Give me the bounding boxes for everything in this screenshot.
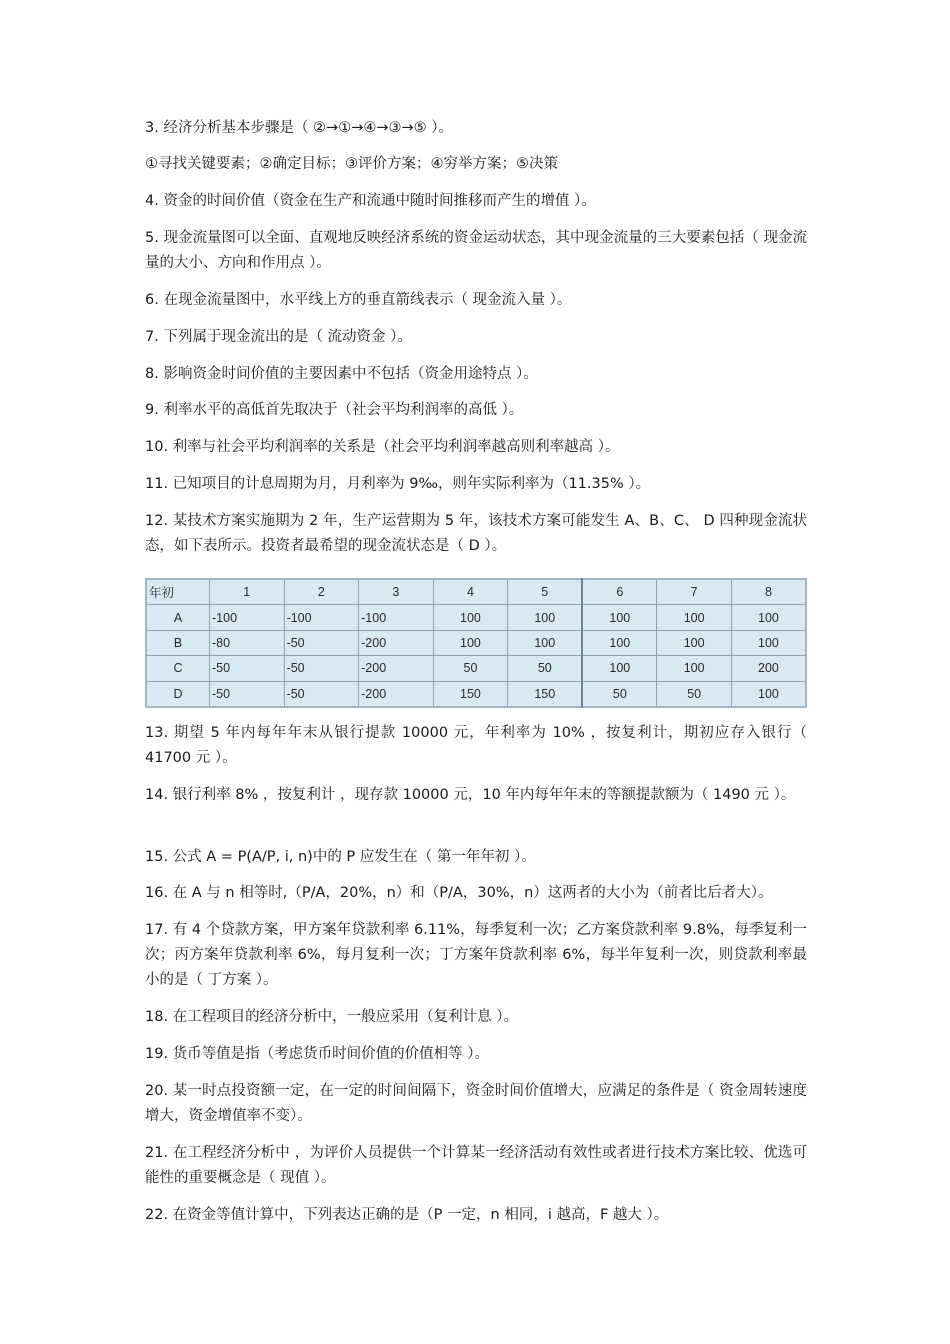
table-cell: 100: [582, 630, 657, 655]
question-12: 12. 某技术方案实施期为 2 年，生产运营期为 5 年，该技术方案可能发生 A、B、C、 D 四种现金流状态，如下表所示。投资者最希望的现金流状态是（ D ）。: [145, 513, 807, 554]
question-9: 9. 利率水平的高低首先取决于（社会平均利润率的高低 ）。: [145, 402, 524, 418]
table-header-cell: 6: [582, 579, 657, 605]
question-14: 14. 银行利率 8% ，按复利计 ，现存款 10000 元，10 年内每年年末的等额提款额为（ 1490 元 ）。: [145, 787, 796, 803]
question-7: 7. 下列属于现金流出的是（ 流动资金 ）。: [145, 329, 412, 345]
question-21: 21. 在工程经济分析中 ，为评价人员提供一个计算某一经济活动有效性或者进行技术方案比较、优选可能性的重要概念是（ 现值 ）。: [145, 1145, 807, 1186]
table-cell: 100: [657, 630, 732, 655]
table-cell: 100: [731, 605, 806, 630]
table-cell: -100: [359, 605, 434, 630]
cash-flow-table: [145, 578, 807, 708]
table-cell: -50: [284, 681, 359, 707]
table-cell: 100: [508, 605, 583, 630]
question-19: 19. 货币等值是指（考虑货币时间价值的价值相等 ）。: [145, 1046, 490, 1062]
table-cell: 50: [508, 656, 583, 681]
question-22: 22. 在资金等值计算中，下列表达正确的是（P 一定，n 相同，i 越高，F 越大 ）。: [145, 1207, 669, 1223]
table-cell: 100: [433, 630, 508, 655]
row-label: C: [146, 656, 210, 681]
table-row: [146, 630, 806, 655]
table-cell: -200: [359, 656, 434, 681]
table-cell: 50: [582, 681, 657, 707]
table-cell: -50: [284, 656, 359, 681]
question-8: 8. 影响资金时间价值的主要因素中不包括（资金用途特点 ）。: [145, 366, 538, 382]
table-cell: -100: [284, 605, 359, 630]
row-label: A: [146, 605, 210, 630]
question-20: 20. 某一时点投资额一定，在一定的时间间隔下，资金时间价值增大，应满足的条件是（ 资金周转速度增大，资金增值率不变）。: [145, 1083, 807, 1124]
table-header-cell: 年初: [146, 579, 210, 605]
question-15: 15. 公式 A = P(A/P, i, n)中的 P 应发生在（ 第一年年初 ）。: [145, 849, 536, 865]
row-label: D: [146, 681, 210, 707]
table-cell: 100: [731, 681, 806, 707]
table-cell: -100: [210, 605, 285, 630]
table-cell: 50: [433, 656, 508, 681]
table-cell: -200: [359, 630, 434, 655]
table-row: [146, 681, 806, 707]
table-cell: 100: [657, 605, 732, 630]
table-cell: -80: [210, 630, 285, 655]
table-header-row: [146, 579, 806, 605]
table-cell: -200: [359, 681, 434, 707]
table-row: [146, 605, 806, 630]
table-cell: -50: [210, 681, 285, 707]
question-17: 17. 有 4 个贷款方案，甲方案年贷款利率 6.11%，每季复利一次；乙方案贷款利率 9.8%，每季复利一次；丙方案年贷款利率 6%，每月复利一次；丁方案年贷款利率 6%，每半年复利一次，则贷款利率最小的是（ 丁方案 ）。: [145, 922, 807, 988]
question-6: 6. 在现金流量图中，水平线上方的垂直箭线表示（ 现金流入量 ）。: [145, 292, 572, 308]
question-16: 16. 在 A 与 n 相等时,（P/A，20%，n）和（P/A，30%，n）这两者的大小为（前者比后者大）。: [145, 885, 773, 901]
table-cell: 150: [433, 681, 508, 707]
table-header-cell: 3: [359, 579, 434, 605]
table-header-cell: 8: [731, 579, 806, 605]
table-cell: -50: [210, 656, 285, 681]
table-header-cell: 5: [508, 579, 583, 605]
question-18: 18. 在工程项目的经济分析中，一般应采用（复利计息 ）。: [145, 1009, 519, 1025]
table-cell: 100: [582, 656, 657, 681]
table-cell: 100: [508, 630, 583, 655]
table-cell: 200: [731, 656, 806, 681]
table-cell: 100: [657, 656, 732, 681]
question-11: 11. 已知项目的计息周期为月，月利率为 9‰，则年实际利率为（11.35% ）。: [145, 476, 651, 492]
question-5: 5. 现金流量图可以全面、直观地反映经济系统的资金运动状态，其中现金流量的三大要素包括（ 现金流量的大小、方向和作用点 ）。: [145, 230, 807, 271]
question-10: 10. 利率与社会平均利润率的关系是（社会平均利润率越高则利率越高 ）。: [145, 439, 620, 455]
question-13: 13. 期望 5 年内每年年末从银行提款 10000 元，年利率为 10% ，按复利计，期初应存入银行（ 41700 元 ）。: [145, 725, 807, 766]
table-header-cell: 4: [433, 579, 508, 605]
table-header-cell: 7: [657, 579, 732, 605]
table-cell: 100: [731, 630, 806, 655]
table-header-cell: 2: [284, 579, 359, 605]
table-cell: 100: [433, 605, 508, 630]
table-header-cell: 1: [210, 579, 285, 605]
question-4: 4. 资金的时间价值（资金在生产和流通中随时间推移而产生的增值 ）。: [145, 193, 596, 209]
question-3-options: ①寻找关键要素；②确定目标；③评价方案；④穷举方案；⑤决策: [145, 156, 558, 172]
table-row: [146, 656, 806, 681]
row-label: B: [146, 630, 210, 655]
table-cell: 50: [657, 681, 732, 707]
question-3: 3. 经济分析基本步骤是（ ②→①→④→③→⑤ ）。: [145, 120, 454, 136]
table-cell: -50: [284, 630, 359, 655]
table-cell: 150: [508, 681, 583, 707]
table-cell: 100: [582, 605, 657, 630]
